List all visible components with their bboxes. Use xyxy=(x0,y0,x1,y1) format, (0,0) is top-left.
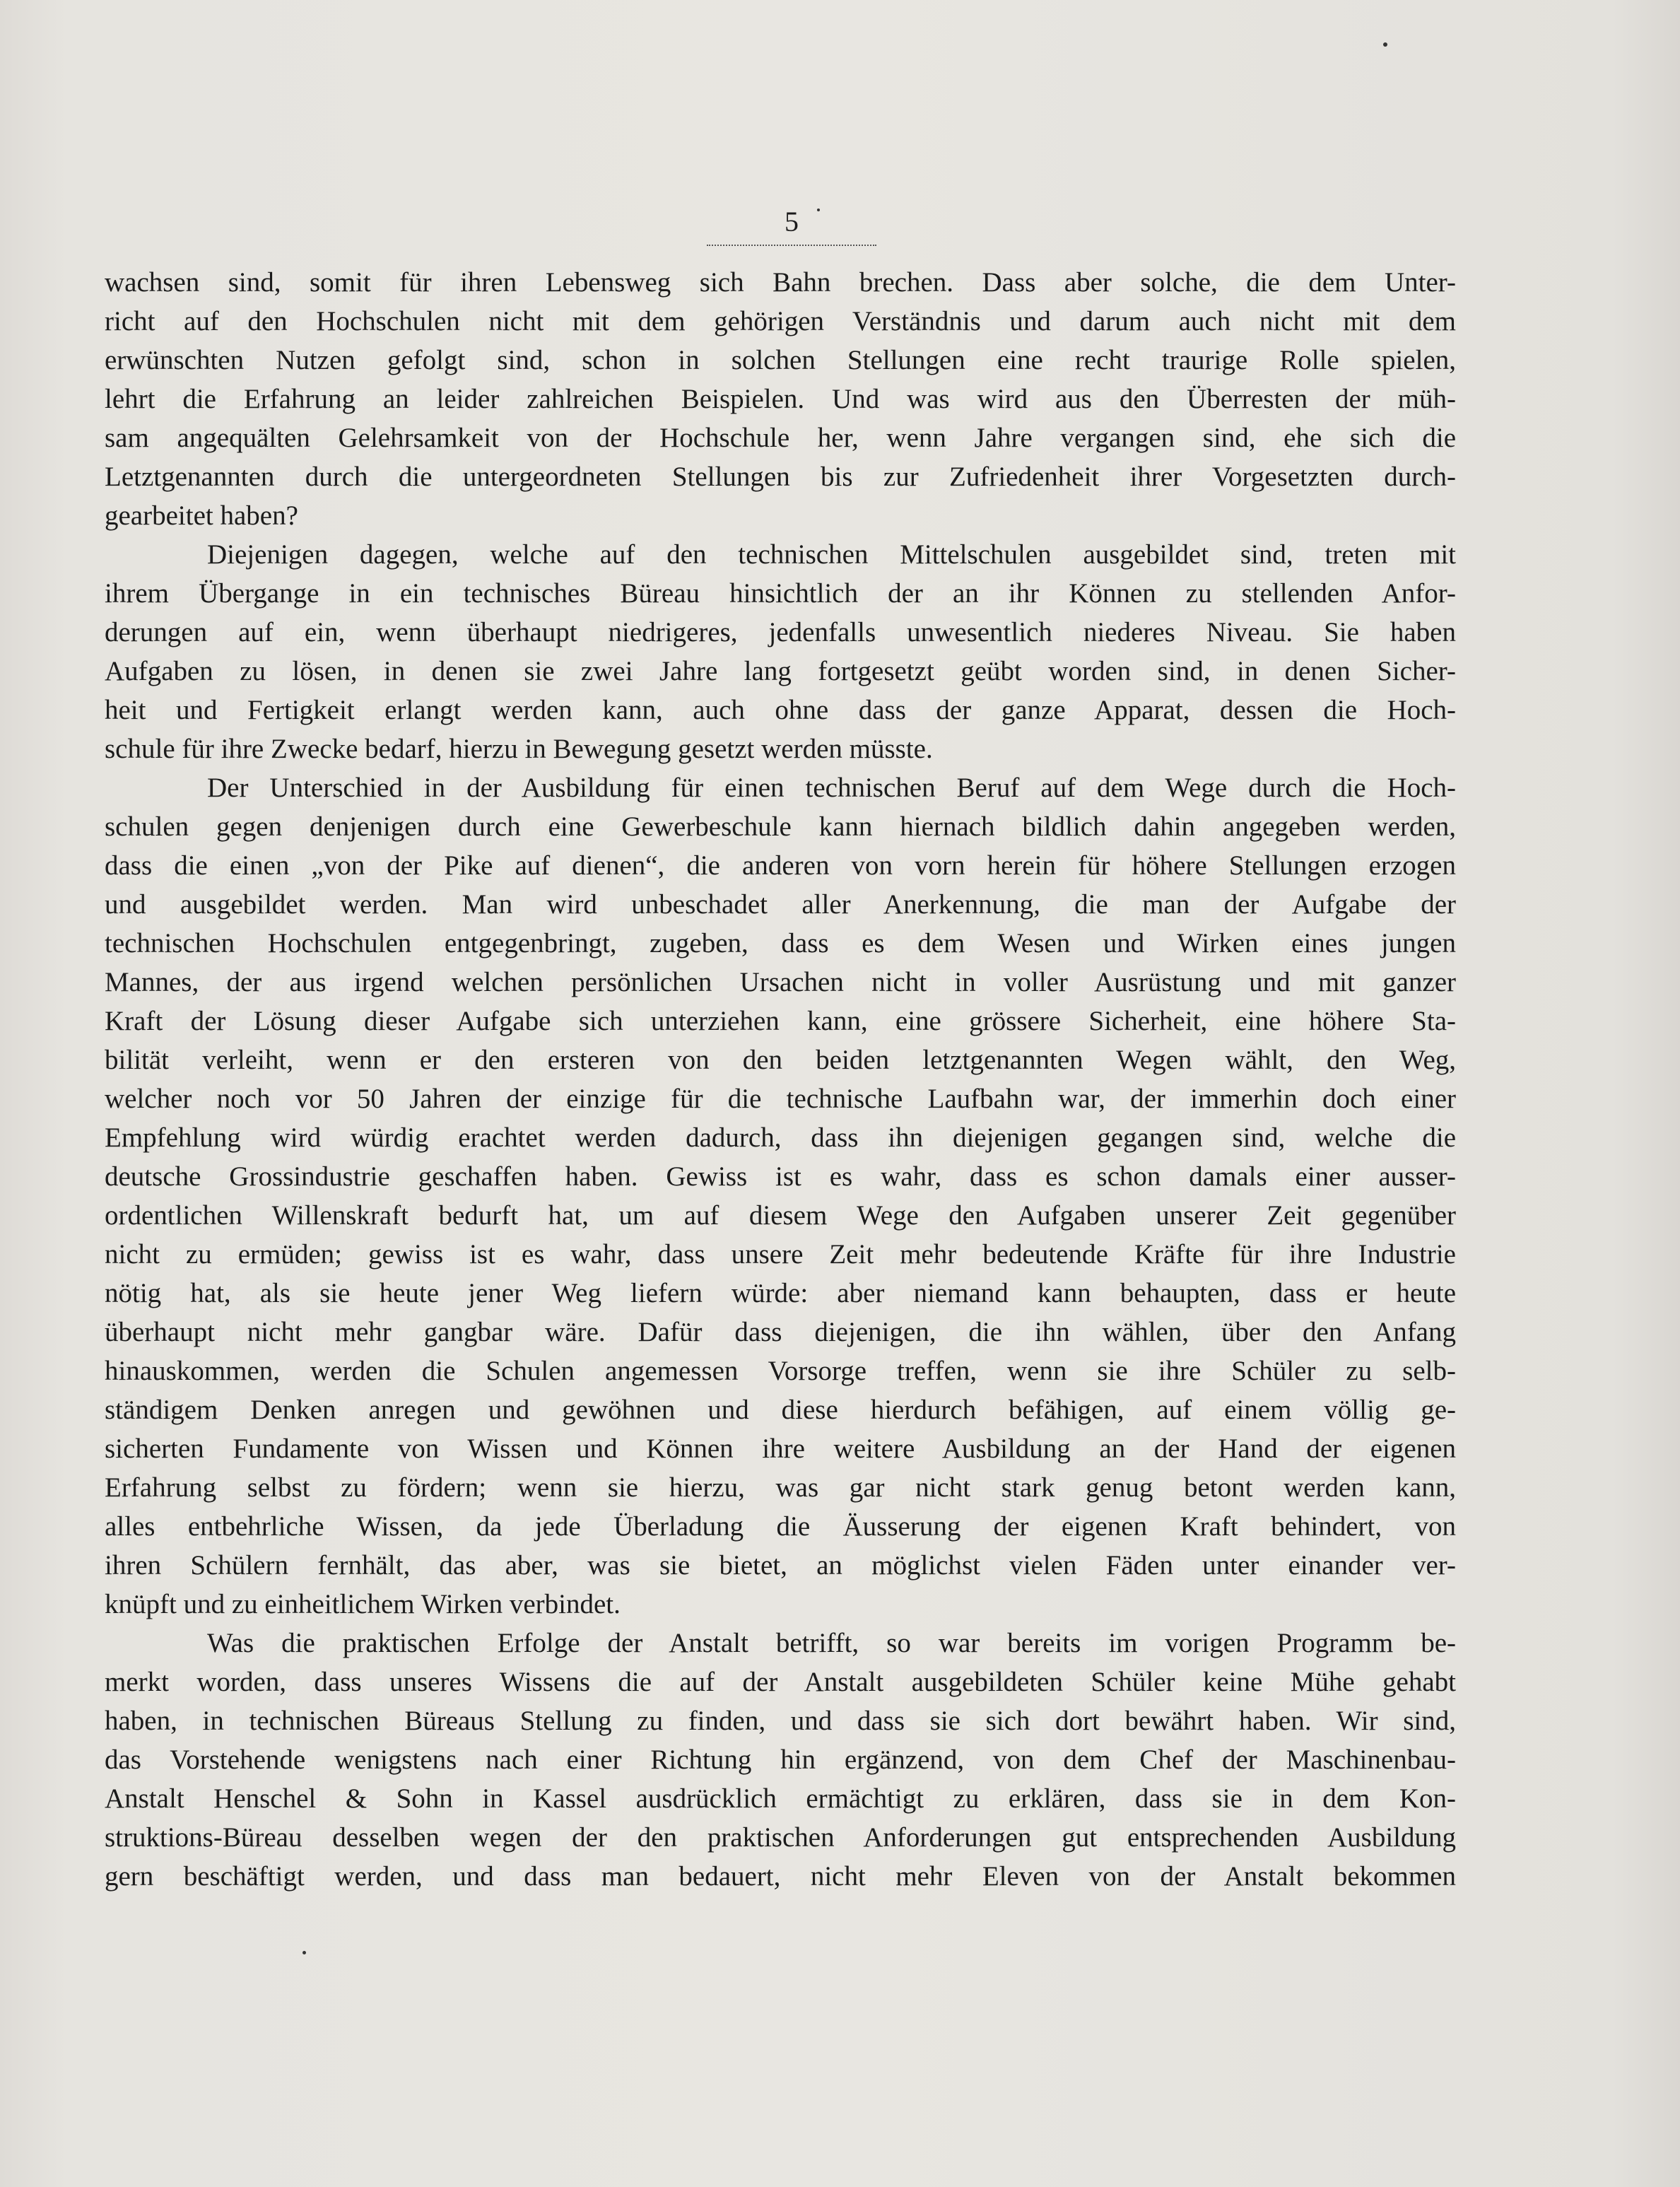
text-line: nicht zu ermüden; gewiss ist es wahr, dass unsere Zeit mehr bedeutende Kräfte für ihre Industrie xyxy=(105,1239,1456,1270)
text-line: Letztgenannten durch die untergeordneten Stellungen bis zur Zufriedenheit ihrer Vorgesetzten durch- xyxy=(105,462,1456,492)
text-line: richt auf den Hochschulen nicht mit dem gehörigen Verständnis und darum auch nicht mit dem xyxy=(105,306,1456,336)
page-number: 5 xyxy=(785,206,799,238)
text-line: nötig hat, als sie heute jener Weg liefern würde: aber niemand kann behaupten, dass er heute xyxy=(105,1278,1456,1308)
body-text xyxy=(105,263,1456,1896)
text-line: ihren Schülern fernhält, das aber, was sie bietet, an möglichst vielen Fäden unter einander ver- xyxy=(105,1550,1456,1581)
text-line: ihrem Übergange in ein technisches Büreau hinsichtlich der an ihr Können zu stellenden Anfor- xyxy=(105,578,1456,609)
text-line: hinauskommen, werden die Schulen angemessen Vorsorge treffen, wenn sie ihre Schüler zu selb- xyxy=(105,1356,1456,1386)
text-line: Erfahrung selbst zu fördern; wenn sie hierzu, was gar nicht stark genug betont werden kann, xyxy=(105,1472,1456,1503)
text-line: schule für ihre Zwecke bedarf, hierzu in Bewegung gesetzt werden müsste. xyxy=(105,734,933,764)
page-number-rule xyxy=(707,245,876,246)
scan-speck xyxy=(302,1951,306,1954)
text-line: knüpft und zu einheitlichem Wirken verbindet. xyxy=(105,1589,621,1619)
text-line: dass die einen „von der Pike auf dienen“, die anderen von vorn herein für höhere Stellungen erzogen xyxy=(105,850,1456,881)
text-line: Diejenigen dagegen, welche auf den technischen Mittelschulen ausgebildet sind, treten mit xyxy=(207,539,1456,570)
text-line: Was die praktischen Erfolge der Anstalt betrifft, so war bereits im vorigen Programm be- xyxy=(207,1628,1456,1658)
text-line: überhaupt nicht mehr gangbar wäre. Dafür dass diejenigen, die ihn wählen, über den Anfang xyxy=(105,1317,1456,1347)
text-line: sam angequälten Gelehrsamkeit von der Hochschule her, wenn Jahre vergangen sind, ehe sich die xyxy=(105,423,1456,453)
text-line: Mannes, der aus irgend welchen persönlichen Ursachen nicht in voller Ausrüstung und mit ganzer xyxy=(105,967,1456,997)
text-line: Empfehlung wird würdig erachtet werden dadurch, dass ihn diejenigen gegangen sind, welche die xyxy=(105,1122,1456,1153)
scan-speck xyxy=(817,209,820,211)
text-line: deutsche Grossindustrie geschaffen haben. Gewiss ist es wahr, dass es schon damals einer ausser- xyxy=(105,1161,1456,1192)
text-line: heit und Fertigkeit erlangt werden kann, auch ohne dass der ganze Apparat, dessen die Hoch- xyxy=(105,695,1456,725)
text-line: Kraft der Lösung dieser Aufgabe sich unterziehen kann, eine grössere Sicherheit, eine höhere Sta- xyxy=(105,1006,1456,1036)
text-line: ordentlichen Willenskraft bedurft hat, um auf diesem Wege den Aufgaben unserer Zeit gegenüber xyxy=(105,1200,1456,1231)
text-line: gearbeitet haben? xyxy=(105,500,298,531)
text-line: wachsen sind, somit für ihren Lebensweg sich Bahn brechen. Dass aber solche, die dem Unter- xyxy=(105,267,1456,298)
text-line: gern beschäftigt werden, und dass man bedauert, nicht mehr Eleven von der Anstalt bekommen xyxy=(105,1861,1456,1892)
text-line: merkt worden, dass unseres Wissens die auf der Anstalt ausgebildeten Schüler keine Mühe gehabt xyxy=(105,1667,1456,1697)
text-line: technischen Hochschulen entgegenbringt, zugeben, dass es dem Wesen und Wirken eines jungen xyxy=(105,928,1456,958)
text-line: das Vorstehende wenigstens nach einer Richtung hin ergänzend, von dem Chef der Maschinenbau- xyxy=(105,1745,1456,1775)
text-line: haben, in technischen Büreaus Stellung zu finden, und dass sie sich dort bewährt haben. Wir sind, xyxy=(105,1706,1456,1736)
text-line: bilität verleiht, wenn er den ersteren von den beiden letztgenannten Wegen wählt, den Weg, xyxy=(105,1045,1456,1075)
text-line: erwünschten Nutzen gefolgt sind, schon in solchen Stellungen eine recht traurige Rolle spielen, xyxy=(105,345,1456,375)
text-line: Der Unterschied in der Ausbildung für einen technischen Beruf auf dem Wege durch die Hoch- xyxy=(207,773,1456,803)
text-line: welcher noch vor 50 Jahren der einzige für die technische Laufbahn war, der immerhin doch einer xyxy=(105,1084,1456,1114)
text-line: alles entbehrliche Wissen, da jede Überladung die Äusserung der eigenen Kraft behindert, von xyxy=(105,1511,1456,1542)
text-line: schulen gegen denjenigen durch eine Gewerbeschule kann hiernach bildlich dahin angegeben werden, xyxy=(105,811,1456,842)
text-line: derungen auf ein, wenn überhaupt niedrigeres, jedenfalls unwesentlich niederes Niveau. Sie haben xyxy=(105,617,1456,647)
scan-speck xyxy=(1383,42,1387,47)
text-line: und ausgebildet werden. Man wird unbeschadet aller Anerkennung, die man der Aufgabe der xyxy=(105,889,1456,920)
text-line: Aufgaben zu lösen, in denen sie zwei Jahre lang fortgesetzt geübt worden sind, in denen Sicher- xyxy=(105,656,1456,686)
text-line: struktions-Büreau desselben wegen der den praktischen Anforderungen gut entsprechenden Ausbildung xyxy=(105,1822,1456,1853)
text-line: Anstalt Henschel & Sohn in Kassel ausdrücklich ermächtigt zu erklären, dass sie in dem Kon- xyxy=(105,1783,1456,1814)
text-line: ständigem Denken anregen und gewöhnen und diese hierdurch befähigen, auf einem völlig ge- xyxy=(105,1395,1456,1425)
text-line: sicherten Fundamente von Wissen und Können ihre weitere Ausbildung an der Hand der eigenen xyxy=(105,1433,1456,1464)
text-line: lehrt die Erfahrung an leider zahlreichen Beispielen. Und was wird aus den Überresten der müh- xyxy=(105,384,1456,414)
